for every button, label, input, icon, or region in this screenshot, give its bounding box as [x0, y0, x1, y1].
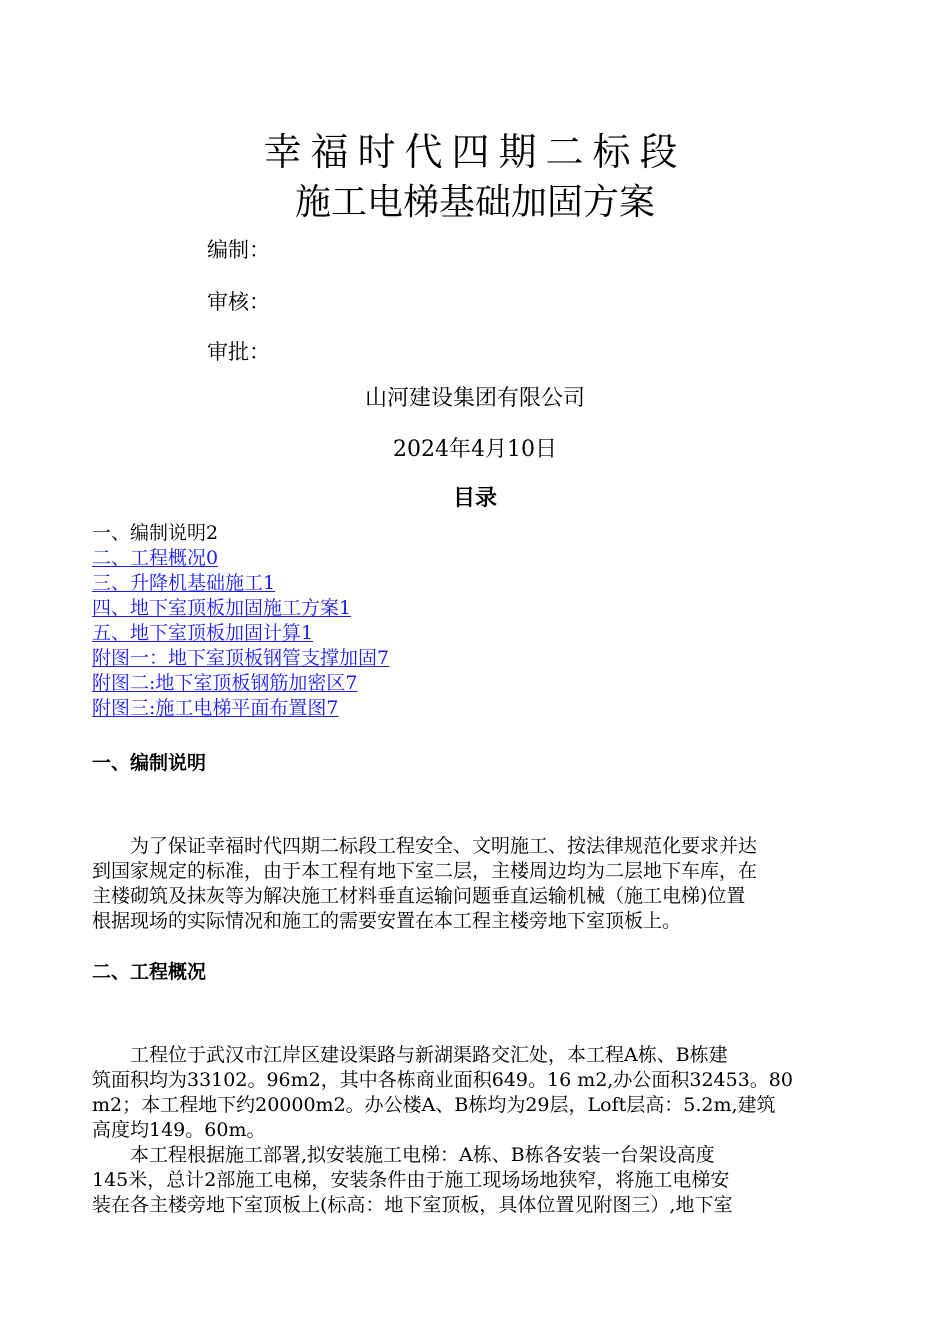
- reviewed-by-label: 审核：: [207, 290, 270, 314]
- toc-item[interactable]: [92, 696, 389, 721]
- toc-link[interactable]: [92, 672, 358, 694]
- document-title-line2: 施工电梯基础加固方案: [294, 182, 655, 223]
- toc-item[interactable]: [92, 546, 389, 571]
- toc-item: [92, 521, 389, 546]
- toc-item-label: 一、编制说明: [92, 522, 207, 544]
- table-of-contents: [92, 521, 389, 721]
- toc-item-label: 三、升降机基础施工: [92, 572, 264, 594]
- toc-link[interactable]: [92, 572, 275, 594]
- toc-item-label: 附图一：地下室顶板钢管支撑加固: [92, 647, 378, 669]
- paragraph-line: 本工程根据施工部署,拟安装施工电梯：A栋、B栋各安装一台架设高度: [92, 1144, 715, 1166]
- toc-item-page: 0: [206, 547, 219, 569]
- toc-item[interactable]: [92, 621, 389, 646]
- paragraph-line: 筑面积均为33102。96m2，其中各栋商业面积649。16 m2,办公面积32453。80: [92, 1069, 793, 1091]
- toc-item-page: 7: [377, 647, 390, 669]
- toc-link[interactable]: [92, 697, 339, 719]
- paragraph-line: 为了保证幸福时代四期二标段工程安全、文明施工、按法律规范化要求并达: [92, 835, 758, 857]
- toc-item-label: 附图三:施工电梯平面布置图: [92, 697, 327, 719]
- toc-item-page: 7: [326, 697, 339, 719]
- toc-item-page: 1: [339, 597, 352, 619]
- section-heading-overview: 二、工程概况: [92, 961, 207, 983]
- toc-item[interactable]: [92, 596, 389, 621]
- toc-item[interactable]: [92, 646, 389, 671]
- paragraph-line: 装在各主楼旁地下室顶板上(标高：地下室顶板，具体位置见附图三）,地下室: [92, 1194, 733, 1216]
- toc-link[interactable]: [92, 647, 389, 669]
- toc-link[interactable]: [92, 622, 313, 644]
- paragraph-preparation: [92, 834, 860, 934]
- paragraph-line: 高度均149。60m。: [92, 1119, 266, 1141]
- paragraph-line: m2；本工程地下约20000m2。办公楼A、B栋均为29层，Loft层高：5.2m,建筑: [92, 1094, 776, 1116]
- toc-item-label: 二、工程概况: [92, 547, 207, 569]
- company-name: 山河建设集团有限公司: [364, 386, 585, 411]
- section-heading-preparation: 一、编制说明: [92, 752, 207, 774]
- toc-item-page: 1: [263, 572, 276, 594]
- paragraph-overview-elevator: [92, 1143, 860, 1218]
- toc-item-label: 附图二:地下室顶板钢筋加密区: [92, 672, 346, 694]
- paragraph-line: 根据现场的实际情况和施工的需要安置在本工程主楼旁地下室顶板上。: [92, 910, 682, 932]
- toc-title: 目录: [452, 486, 497, 511]
- toc-item-page: 1: [301, 622, 314, 644]
- toc-item-label: 五、地下室顶板加固计算: [92, 622, 302, 644]
- prepared-by-label: 编制：: [207, 238, 270, 262]
- paragraph-overview-location: [92, 1043, 860, 1143]
- document-date: 2024年4月10日: [393, 437, 557, 462]
- paragraph-line: 145米，总计2部施工电梯，安装条件由于施工现场场地狭窄，将施工电梯安: [92, 1169, 730, 1191]
- toc-link[interactable]: [92, 597, 351, 619]
- toc-item-page: 7: [345, 672, 358, 694]
- toc-item[interactable]: [92, 671, 389, 696]
- paragraph-line: 工程位于武汉市江岸区建设渠路与新湖渠路交汇处，本工程A栋、B栋建: [92, 1044, 728, 1066]
- toc-item-page: 2: [206, 522, 219, 544]
- paragraph-line: 到国家规定的标准，由于本工程有地下室二层，主楼周边均为二层地下车库，在: [92, 860, 758, 882]
- toc-item-label: 四、地下室顶板加固施工方案: [92, 597, 340, 619]
- paragraph-line: 主楼砌筑及抹灰等为解决施工材料垂直运输问题垂直运输机械（施工电梯)位置: [92, 885, 746, 907]
- toc-link[interactable]: [92, 547, 218, 569]
- toc-item[interactable]: [92, 571, 389, 596]
- document-title-line1: 幸福时代四期二标段: [263, 130, 687, 174]
- approved-by-label: 审批：: [207, 340, 270, 364]
